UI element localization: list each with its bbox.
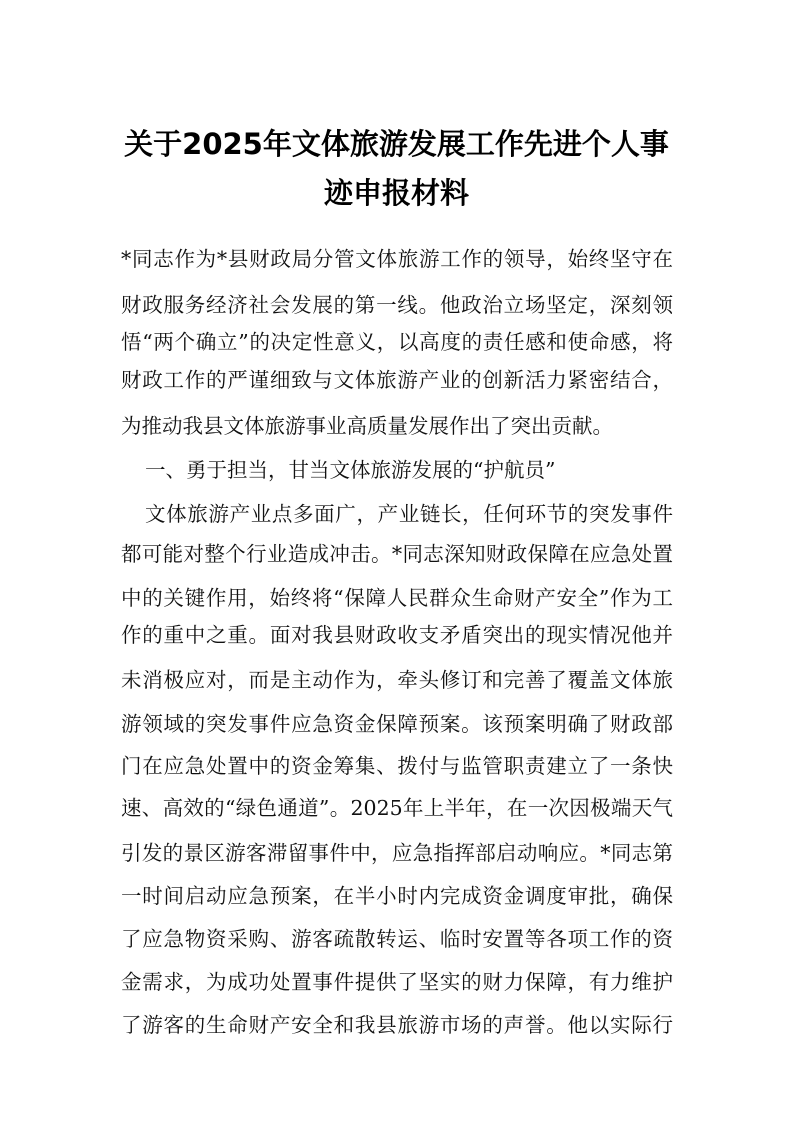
paragraph-line: 财政工作的严谨细致与文体旅游产业的创新活力紧密结合， [121,368,673,392]
paragraph-line: 中的关键作用，始终将“保障人民群众生命财产安全”作为工 [121,586,673,610]
paragraph-line: 都可能对整个行业造成冲击。*同志深知财政保障在应急处置 [121,542,673,566]
paragraph-line: 了游客的生命财产安全和我县旅游市场的声誉。他以实际行 [121,1013,673,1037]
paragraph-line: 引发的景区游客滞留事件中，应急指挥部启动响应。*同志第 [121,841,673,865]
paragraph-line: 财政服务经济社会发展的第一线。他政治立场坚定，深刻领 [121,293,673,317]
paragraph-line: 游领域的突发事件应急资金保障预案。该预案明确了财政部 [121,712,673,736]
paragraph-line: 一时间启动应急预案，在半小时内完成资金调度审批，确保 [121,884,673,908]
section-heading: 一、勇于担当，甘当文体旅游发展的“护航员” [145,458,556,482]
paragraph-line: 速、高效的“绿色通道”。2025年上半年，在一次因极端天气 [121,796,673,820]
paragraph-line: 悟“两个确立”的决定性意义，以高度的责任感和使命感，将 [121,330,673,354]
paragraph-line: 文体旅游产业点多面广，产业链长，任何环节的突发事件 [145,502,673,526]
paragraph-line: 门在应急处置中的资金筹集、拨付与监管职责建立了一条快 [121,754,673,778]
document-title-line-1: 关于2025年文体旅游发展工作先进个人事 [124,127,669,161]
paragraph-line: 了应急物资采购、游客疏散转运、临时安置等各项工作的资 [121,927,673,951]
paragraph-line: 作的重中之重。面对我县财政收支矛盾突出的现实情况他并 [121,623,673,647]
paragraph-line: 金需求，为成功处置事件提供了坚实的财力保障，有力维护 [121,970,673,994]
paragraph-line: *同志作为*县财政局分管文体旅游工作的领导，始终坚守在 [121,247,673,271]
paragraph-line: 为推动我县文体旅游事业高质量发展作出了突出贡献。 [121,414,613,438]
paragraph-line: 未消极应对，而是主动作为，牵头修订和完善了覆盖文体旅 [121,668,673,692]
document-title-line-2: 迹申报材料 [323,176,469,210]
